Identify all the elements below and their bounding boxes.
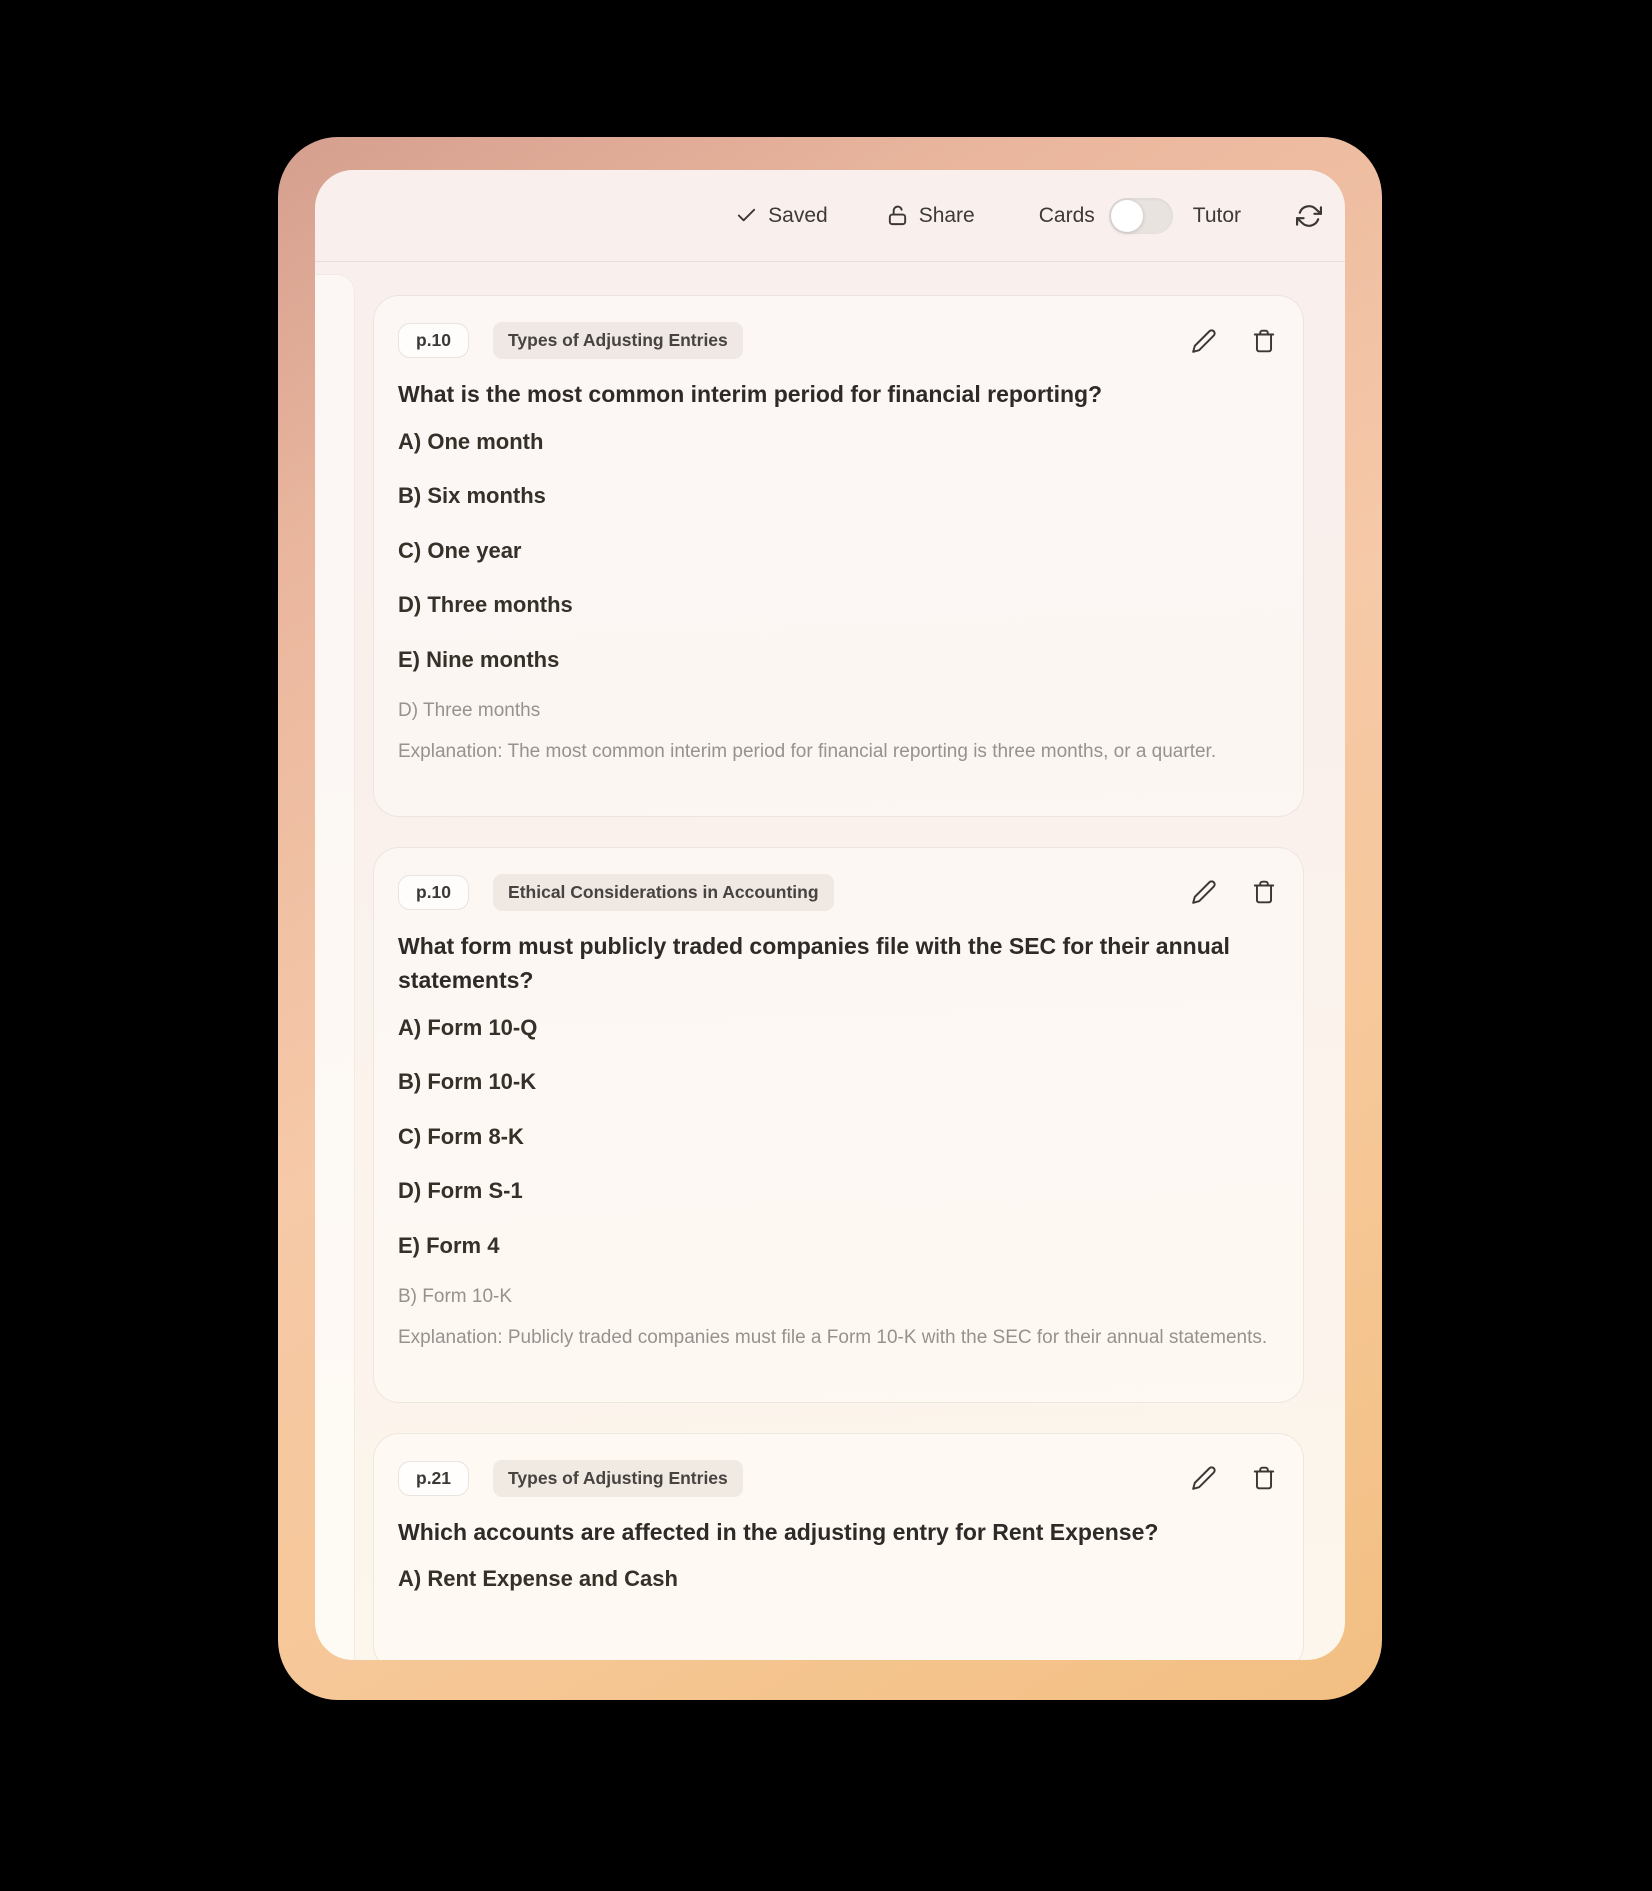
question-card (373, 1433, 1304, 1660)
edit-card-button[interactable] (1189, 877, 1219, 907)
edit-card-button[interactable] (1189, 1463, 1219, 1493)
option-item: E) Form 4 (398, 1232, 500, 1258)
page-badge: p.10 (398, 875, 469, 910)
edit-card-button[interactable] (1189, 326, 1219, 356)
option-item: A) One month (398, 428, 544, 454)
cards-tutor-toggle[interactable] (1109, 198, 1173, 234)
page-badge: p.21 (398, 1461, 469, 1496)
option-item: C) Form 8-K (398, 1123, 524, 1149)
trash-icon (1251, 879, 1277, 905)
option-item: E) Nine months (398, 646, 560, 672)
saved-label: Saved (768, 203, 828, 227)
page-badge: p.10 (398, 323, 469, 358)
options-list (398, 428, 1279, 674)
tutor-mode-label[interactable]: Tutor (1192, 203, 1241, 227)
pencil-icon (1191, 328, 1217, 354)
card-list (315, 262, 1345, 1660)
refresh-icon[interactable] (1296, 203, 1322, 229)
check-icon (735, 204, 758, 227)
app-surface (315, 170, 1345, 1660)
adjacent-card-edge (315, 274, 355, 1660)
question-card (373, 295, 1304, 817)
question-card (373, 847, 1304, 1403)
card-header (398, 322, 1279, 359)
toolbar (315, 170, 1345, 262)
topic-chip: Ethical Considerations in Accounting (493, 874, 834, 911)
pencil-icon (1191, 879, 1217, 905)
question-text: Which accounts are affected in the adjusting entry for Rent Expense? (398, 1518, 1159, 1545)
option-item: B) Six months (398, 483, 546, 508)
delete-card-button[interactable] (1249, 1463, 1279, 1493)
question-text: What is the most common interim period for financial reporting? (398, 381, 1103, 407)
trash-icon (1251, 328, 1277, 354)
option-item: D) Form S-1 (398, 1178, 523, 1204)
topic-chip: Types of Adjusting Entries (493, 1460, 743, 1497)
option-item: D) Three months (398, 592, 573, 617)
delete-card-button[interactable] (1249, 326, 1279, 356)
option-item: C) One year (398, 537, 522, 563)
toggle-knob (1111, 200, 1143, 232)
option-item: A) Rent Expense and Cash (398, 1566, 678, 1592)
topic-chip: Types of Adjusting Entries (493, 322, 743, 359)
card-header (398, 1460, 1279, 1497)
card-header (398, 874, 1279, 911)
app-window (278, 137, 1382, 1700)
explanation-text: Explanation: Publicly traded companies must file a Form 10-K with the SEC for their annual statements. (398, 1327, 1268, 1349)
option-item: B) Form 10-K (398, 1069, 537, 1095)
explanation-text: Explanation: The most common interim period for financial reporting is three months, or a quarter. (398, 741, 1217, 762)
share-button[interactable] (886, 204, 975, 228)
share-label: Share (918, 203, 975, 227)
lock-open-icon (886, 204, 909, 227)
cards-mode-label[interactable]: Cards (1038, 203, 1095, 227)
question-text: What form must publicly traded companies file with the SEC for their annual statements? (398, 932, 1230, 994)
option-item: A) Form 10-Q (398, 1014, 538, 1040)
delete-card-button[interactable] (1249, 877, 1279, 907)
saved-status (735, 204, 828, 228)
answer-text: D) Three months (398, 700, 541, 721)
options-list (398, 1014, 1279, 1260)
options-list (398, 1565, 1279, 1593)
trash-icon (1251, 1465, 1277, 1491)
pencil-icon (1191, 1465, 1217, 1491)
answer-text: B) Form 10-K (398, 1286, 513, 1308)
